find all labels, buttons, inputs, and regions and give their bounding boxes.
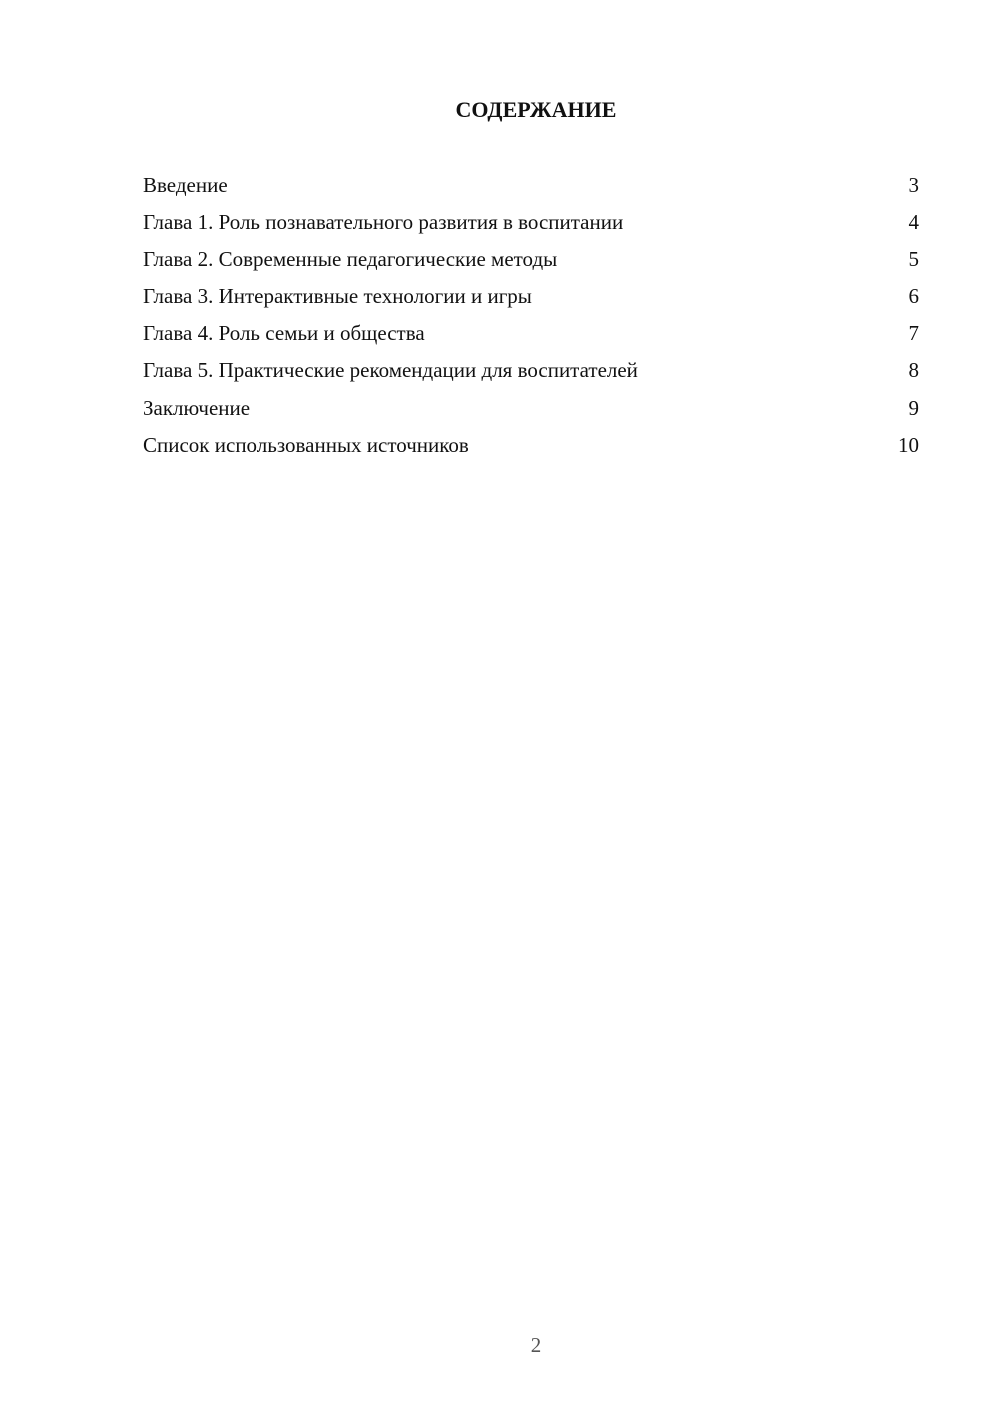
toc-entry-conclusion: [143, 393, 919, 430]
toc-entry-page: 4: [908, 210, 919, 235]
toc-entry-chapter-2: [143, 244, 919, 281]
toc-entry-page: 3: [908, 173, 919, 197]
title-container: [436, 96, 636, 124]
toc-entry-label: Глава 2. Современные педагогические методы: [143, 247, 558, 272]
toc-entry-label: Список использованных источников: [143, 432, 469, 457]
toc-entry-page: 5: [908, 247, 919, 272]
toc-entry-page: 8: [908, 358, 919, 383]
toc-entry-label: Введение: [143, 173, 228, 197]
toc-entry-introduction: [143, 170, 919, 207]
toc-entry-label: Глава 1. Роль познавательного развития в воспитании: [143, 210, 624, 235]
toc-entry-page: 7: [908, 321, 919, 346]
toc-entry-page: 9: [908, 395, 919, 420]
toc-entry-references: [143, 430, 919, 467]
page-number: 2: [530, 1333, 542, 1357]
table-of-contents: [143, 170, 919, 467]
toc-entry-label: Глава 3. Интерактивные технологии и игры: [143, 284, 532, 309]
toc-entry-label: Глава 5. Практические рекомендации для воспитателей: [143, 358, 638, 383]
toc-entry-page: 6: [908, 284, 919, 309]
toc-entry-chapter-1: [143, 207, 919, 244]
toc-entry-chapter-5: [143, 355, 919, 392]
toc-entry-label: Глава 4. Роль семьи и общества: [143, 321, 425, 346]
toc-entry-chapter-4: [143, 318, 919, 355]
toc-entry-chapter-3: [143, 281, 919, 318]
toc-entry-page: 10: [898, 432, 919, 457]
page-title: СОДЕРЖАНИЕ: [455, 97, 617, 122]
toc-entry-label: Заключение: [143, 395, 251, 420]
